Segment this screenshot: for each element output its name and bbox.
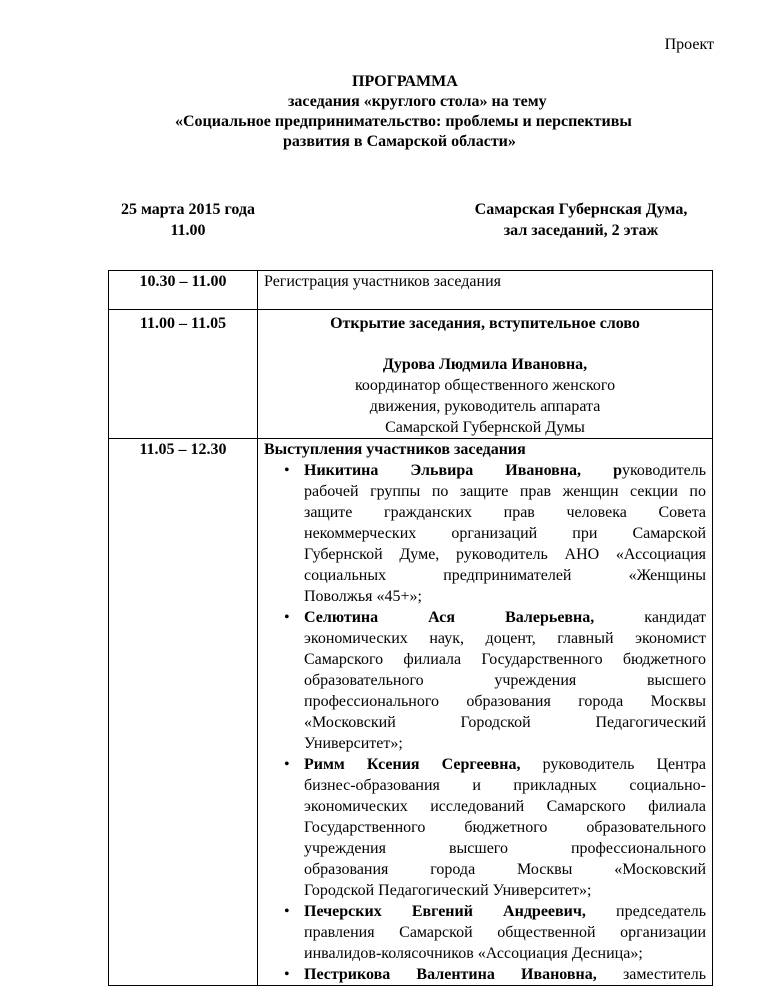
speaker-role-line: Государственного бюджетного образовательного bbox=[304, 819, 706, 836]
title-line-3: «Социальное предпринимательство: проблемы и перспективы bbox=[175, 113, 632, 130]
meeting-venue bbox=[448, 199, 714, 241]
speaker-role-start: заместитель bbox=[622, 966, 707, 983]
speaker-first-line bbox=[304, 964, 706, 985]
bullet-icon: • bbox=[284, 756, 290, 773]
speaker-role-line: «Московский Городской Педагогический bbox=[304, 714, 706, 731]
time-cell: 11.05 – 12.30 bbox=[109, 439, 258, 986]
speaker-first-line bbox=[304, 607, 706, 628]
speaker-item bbox=[284, 964, 707, 985]
speaker-role-line: профессионального образования города Москвы bbox=[304, 693, 706, 710]
speaker-role-line: защите гражданских прав человека Совета bbox=[304, 504, 706, 521]
speaker-name: Никитина Эльвира Ивановна, р bbox=[304, 462, 622, 479]
meeting-time: 11.00 bbox=[170, 222, 206, 239]
speaker-name: Селютина Ася Валерьевна, bbox=[304, 609, 595, 626]
venue-line-2: зал заседаний, 2 этаж bbox=[503, 222, 659, 239]
title-line-2: заседания «круглого стола» на тему bbox=[288, 93, 547, 110]
speaker-role-start: кандидат bbox=[644, 609, 707, 626]
table-row bbox=[109, 271, 713, 310]
speaker-role-line: инвалидов-колясочников «Ассоциация Десница»; bbox=[304, 945, 643, 962]
venue-line-1: Самарская Губернская Дума, bbox=[474, 201, 688, 218]
meeting-date: 25 марта 2015 года bbox=[120, 201, 256, 218]
speaker-role-start: председатель bbox=[616, 903, 706, 920]
opening-speaker-role-2: движения, руководитель аппарата bbox=[369, 398, 601, 415]
speaker-role-line: правления Самарской общественной организации bbox=[304, 924, 706, 941]
speaker-role-line: рабочей группы по защите прав женщин секции по bbox=[304, 483, 706, 500]
opening-speaker-name: Дурова Людмила Ивановна, bbox=[382, 356, 588, 373]
speaker-role-line: Поволжья «45+»; bbox=[304, 588, 422, 605]
speaker-role-line: экономических исследований Самарского филиала bbox=[304, 798, 706, 815]
bullet-icon: • bbox=[284, 462, 290, 479]
speaker-name: Печерских Евгений Андреевич, bbox=[304, 903, 586, 920]
speakers-list bbox=[264, 460, 706, 985]
bullet-icon: • bbox=[284, 903, 290, 920]
speaker-role-line: некоммерческих организаций при Самарской bbox=[304, 525, 706, 542]
speaker-role-line: экономических наук, доцент, главный экономист bbox=[304, 630, 706, 647]
table-row bbox=[109, 310, 713, 439]
title-line-4: развития в Самарской области» bbox=[283, 133, 516, 150]
speaker-role-line: социальных предпринимателей «Женщины bbox=[304, 567, 706, 584]
bullet-icon: • bbox=[284, 609, 290, 626]
opening-speaker-role-1: координатор общественного женского bbox=[354, 377, 616, 394]
bullet-icon: • bbox=[284, 966, 290, 983]
table-row bbox=[109, 439, 713, 986]
speaker-role-line: учреждения высшего профессионального bbox=[304, 840, 706, 857]
speaker-role-line: бизнес-образования и прикладных социально- bbox=[304, 777, 706, 794]
speaker-item bbox=[284, 901, 706, 964]
meeting-date-time bbox=[108, 199, 268, 241]
speaker-first-line bbox=[304, 460, 706, 481]
activity-cell bbox=[258, 439, 713, 986]
speaker-item bbox=[284, 754, 706, 901]
schedule-table bbox=[108, 270, 713, 986]
speaker-first-line bbox=[304, 901, 706, 922]
speaker-role-start: руководитель Центра bbox=[542, 756, 706, 773]
opening-heading: Открытие заседания, вступительное слово bbox=[330, 315, 640, 332]
draft-label: Проект bbox=[664, 36, 714, 53]
activity-cell bbox=[258, 310, 713, 439]
speaker-name: Пестрикова Валентина Ивановна, bbox=[304, 966, 597, 983]
speaker-item bbox=[284, 460, 706, 607]
speaker-role-start: уководитель bbox=[621, 462, 706, 479]
speaker-role-line: Самарского филиала Государственного бюджетного bbox=[304, 651, 706, 668]
opening-speaker-role-3: Самарской Губернской Думы bbox=[385, 419, 585, 436]
time-cell: 11.00 – 11.05 bbox=[109, 310, 258, 439]
speaker-role-line: Городской Педагогический Университет»; bbox=[304, 882, 592, 899]
speaker-name: Римм Ксения Сергеевна, bbox=[304, 756, 521, 773]
speeches-heading: Выступления участников заседания bbox=[264, 441, 526, 458]
speaker-role-line: Университет»; bbox=[304, 735, 403, 752]
activity-cell: Регистрация участников заседания bbox=[258, 271, 713, 310]
speaker-first-line bbox=[304, 754, 706, 775]
speaker-role-line: Губернской Думе, руководитель АНО «Ассоциация bbox=[304, 546, 706, 563]
speaker-role-line: образования города Москвы «Московский bbox=[304, 861, 706, 878]
speaker-role-line: образовательного учреждения высшего bbox=[304, 672, 706, 689]
speaker-item bbox=[284, 607, 707, 754]
title-line-1: ПРОГРАММА bbox=[352, 73, 458, 90]
time-cell: 10.30 – 11.00 bbox=[109, 271, 258, 310]
